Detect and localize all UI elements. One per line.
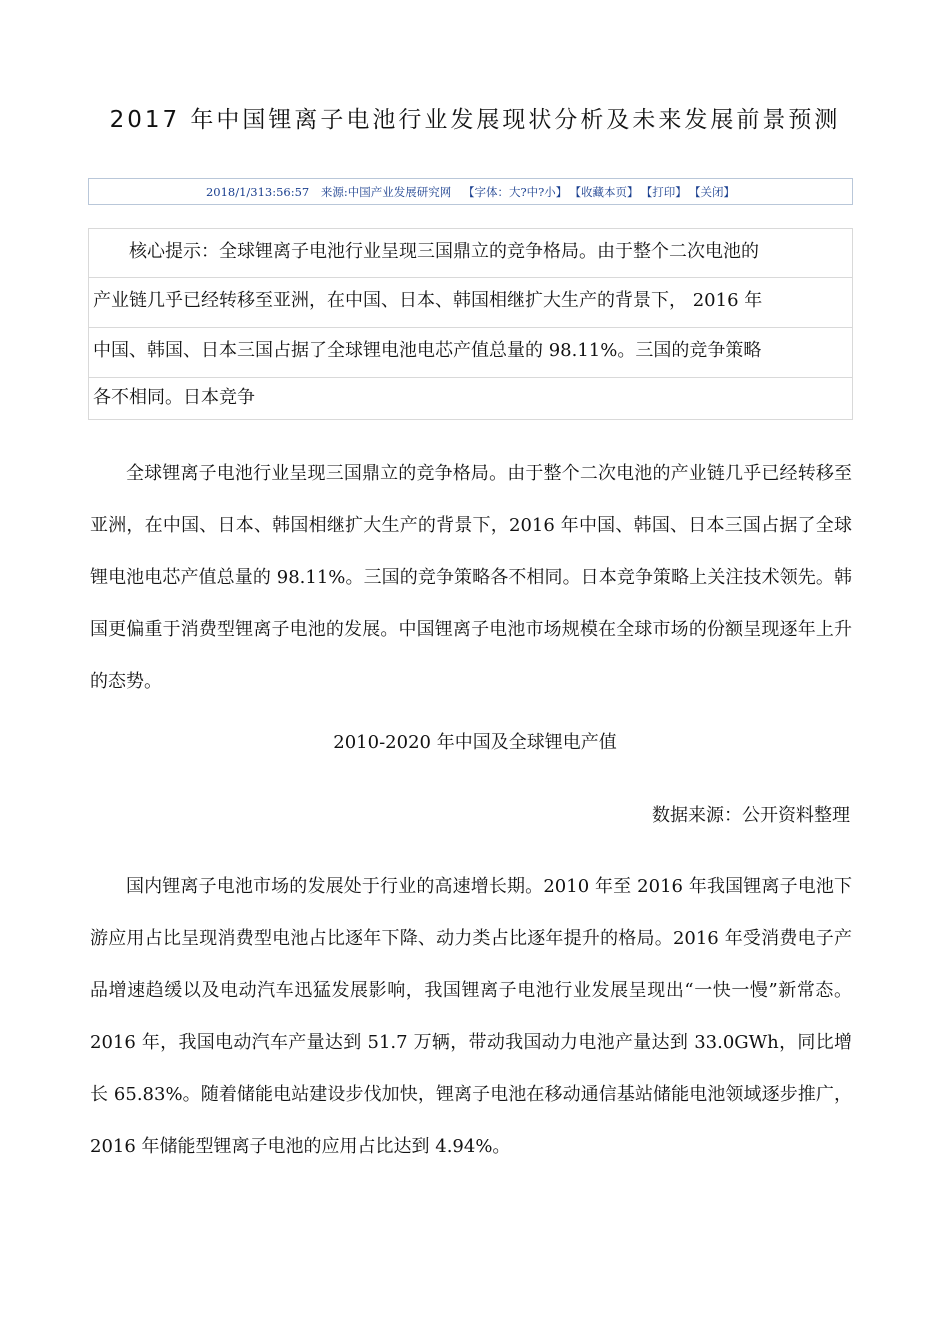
data-source: 数据来源：公开资料整理 xyxy=(652,805,850,826)
print-link[interactable]: 【打印】 xyxy=(646,185,687,199)
paragraph-text: 国内锂离子电池市场的发展处于行业的高速增长期。2010 年至 2016 年我国锂离子电池下游应用占比呈现消费型电池占比逐年下降、动力类占比逐年提升的格局。2016 年受消费电子产品增速趋缓以及电动汽车迅猛发展影响，我国锂离子电池行业发展呈现出“一快一慢”新常态。2016 年，我国电动汽车产量达到 51.7 万辆，带动我国动力电池产量达到 33.0GWh，同比增长 65.83%。随着储能电站建设步伐加快，锂离子电池在移动通信基站储能电池领域逐步推广，2016 年储能型锂离子电池的应用占比达到 4.94%。 xyxy=(90,876,852,1157)
summary-line: 中国、韩国、日本三国占据了全球锂电池电芯产值总量的 98.11%。三国的竞争策略 xyxy=(88,328,853,378)
paragraph-text: 全球锂离子电池行业呈现三国鼎立的竞争格局。由于整个二次电池的产业链几乎已经转移至亚洲，在中国、日本、韩国相继扩大生产的背景下，2016 年中国、韩国、日本三国占据了全球锂电池电芯产值总量的 98.11%。三国的竞争策略各不相同。日本竞争策略上关注技术领先。韩国更偏重于消费型锂离子电池的发展。中国锂离子电池市场规模在全球市场的份额呈现逐年上升的态势。 xyxy=(90,463,852,692)
core-summary-box xyxy=(88,228,853,420)
close-link[interactable]: 【关闭】 xyxy=(694,185,736,199)
summary-line: 产业链几乎已经转移至亚洲，在中国、日本、韩国相继扩大生产的背景下， 2016 年 xyxy=(88,278,853,328)
summary-line: 核心提示：全球锂离子电池行业呈现三国鼎立的竞争格局。由于整个二次电池的 xyxy=(88,228,853,278)
page-title: 2017 年中国锂离子电池行业发展现状分析及未来发展前景预测 xyxy=(109,107,841,133)
publish-datetime: 2018/1/313:56:57 xyxy=(205,185,310,199)
article-source: 来源:中国产业发展研究网 xyxy=(320,185,452,199)
chart-caption: 2010-2020 年中国及全球锂电产值 xyxy=(333,732,617,753)
font-size-control[interactable]: 【字体：大?中?小】 xyxy=(462,185,568,199)
body-paragraph-1 xyxy=(90,448,852,708)
bookmark-link[interactable]: 【收藏本页】 xyxy=(575,185,639,199)
article-meta-bar xyxy=(88,178,853,205)
body-paragraph-2 xyxy=(90,861,852,1173)
summary-line: 各不相同。日本竞争 xyxy=(88,378,853,420)
